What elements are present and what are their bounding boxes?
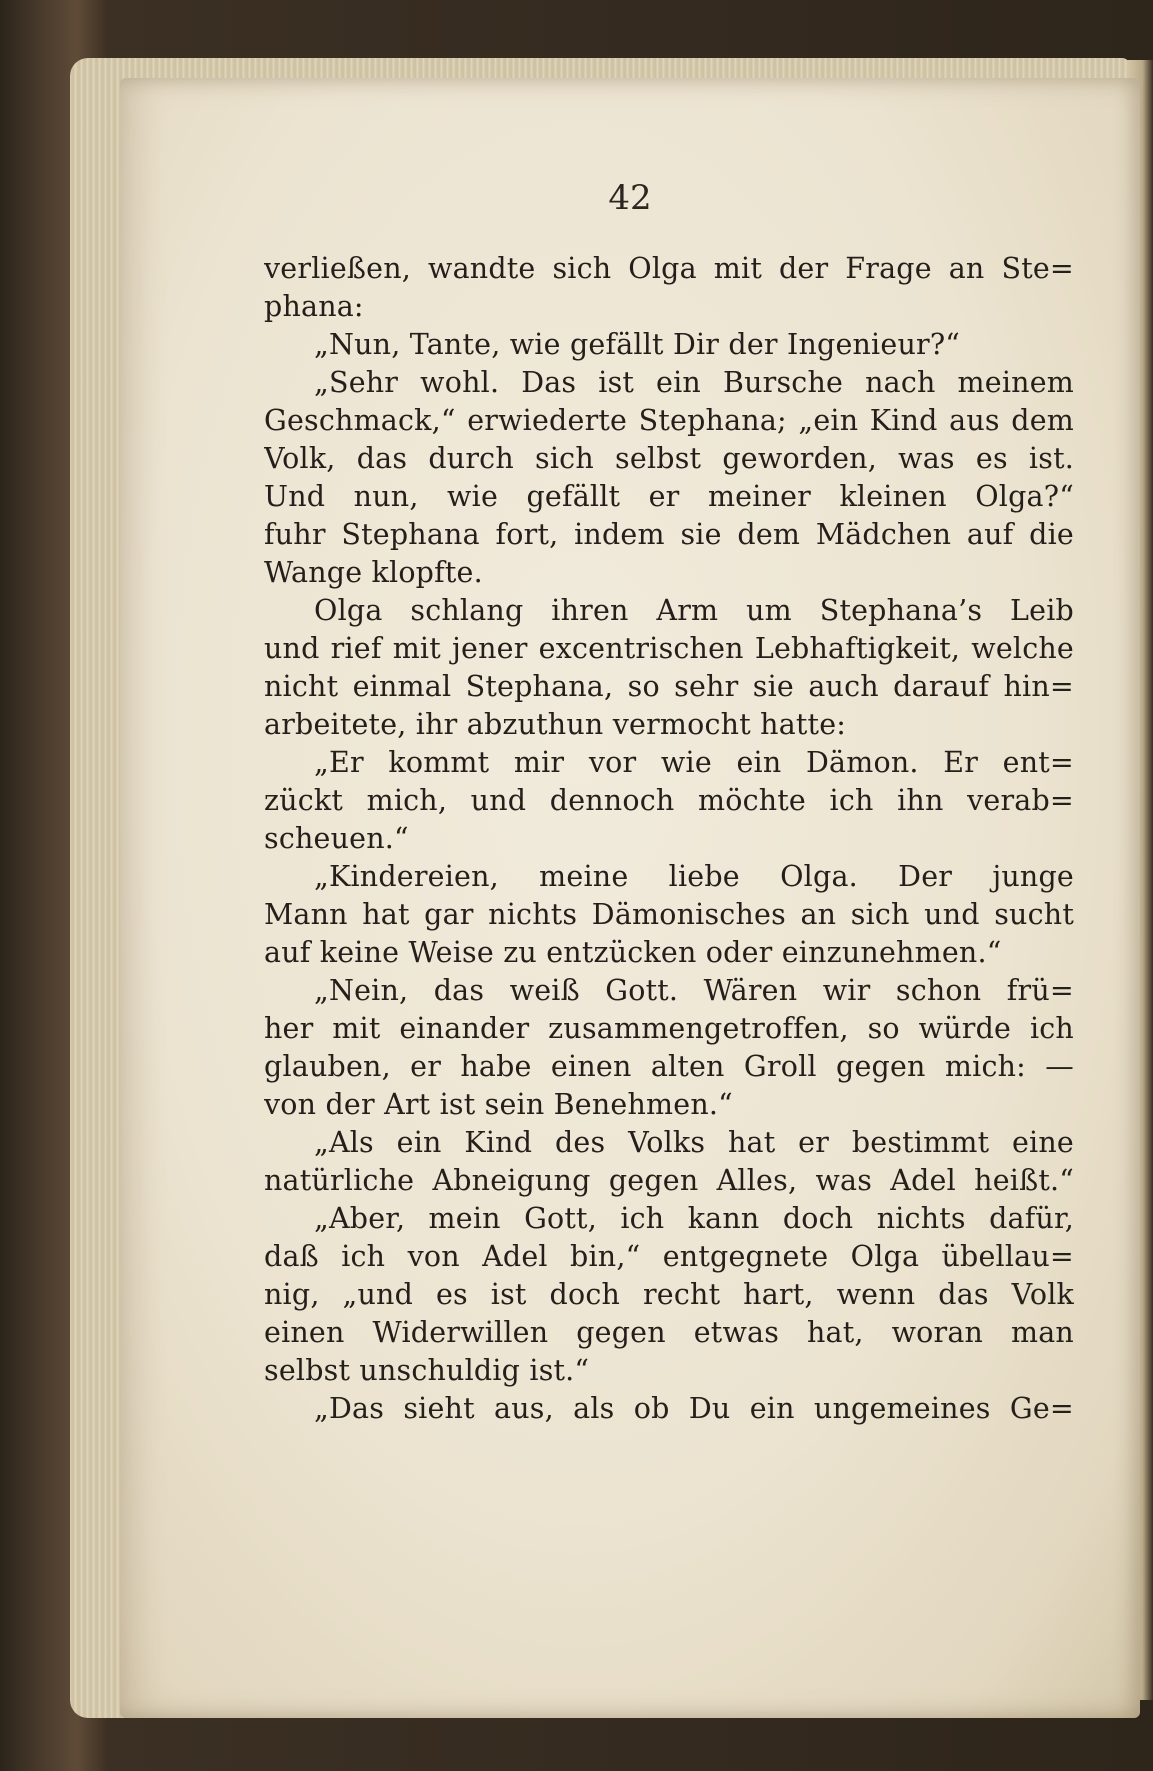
- text-line: selbst unschuldig ist.“: [264, 1354, 590, 1387]
- text-line: glauben, er habe einen alten Groll gegen mich: —: [264, 1050, 1074, 1083]
- text-line: auf keine Weise zu entzücken oder einzunehmen.“: [264, 936, 1002, 969]
- text-line: fuhr Stephana fort, indem sie dem Mädchen auf die: [264, 518, 1074, 551]
- text-line: nig, „und es ist doch recht hart, wenn das Volk: [264, 1278, 1074, 1311]
- text-line: von der Art ist sein Benehmen.“: [264, 1088, 733, 1121]
- text-line: Wange klopfte.: [264, 556, 483, 589]
- text-line: verließen, wandte sich Olga mit der Frage an Ste=: [264, 252, 1074, 285]
- text-line: arbeitete, ihr abzuthun vermocht hatte:: [264, 708, 847, 741]
- text-line: her mit einander zusammengetroffen, so würde ich: [264, 1012, 1074, 1045]
- book-page: [120, 78, 1140, 1718]
- text-line: Geschmack,“ erwiederte Stephana; „ein Kind aus dem: [264, 404, 1074, 437]
- text-line: scheuen.“: [264, 822, 409, 855]
- text-line: phana:: [264, 290, 364, 323]
- text-line: „Aber, mein Gott, ich kann doch nichts dafür,: [314, 1202, 1074, 1235]
- text-line: Olga schlang ihren Arm um Stephana’s Leib: [314, 594, 1074, 627]
- text-line: „Als ein Kind des Volks hat er bestimmt eine: [314, 1126, 1074, 1159]
- text-line: „Nein, das weiß Gott. Wären wir schon frü=: [314, 974, 1074, 1007]
- text-line: Volk, das durch sich selbst geworden, was es ist.: [264, 442, 1074, 475]
- text-line: natürliche Abneigung gegen Alles, was Adel heißt.“: [264, 1164, 1074, 1197]
- text-line: Und nun, wie gefällt er meiner kleinen Olga?“: [264, 480, 1074, 513]
- text-line: „Er kommt mir vor wie ein Dämon. Er ent=: [314, 746, 1074, 779]
- text-line: Mann hat gar nichts Dämonisches an sich und sucht: [264, 898, 1074, 931]
- page-number: 42: [608, 178, 652, 218]
- text-line: „Nun, Tante, wie gefällt Dir der Ingenieur?“: [314, 328, 961, 361]
- text-line: zückt mich, und dennoch möchte ich ihn verab=: [264, 784, 1074, 817]
- text-line: nicht einmal Stephana, so sehr sie auch darauf hin=: [264, 670, 1074, 703]
- body-text: [264, 250, 1074, 1428]
- text-line: daß ich von Adel bin,“ entgegnete Olga übellau=: [264, 1240, 1074, 1273]
- text-line: „Kindereien, meine liebe Olga. Der junge: [314, 860, 1074, 893]
- text-line: einen Widerwillen gegen etwas hat, woran man: [264, 1316, 1074, 1349]
- text-line: „Sehr wohl. Das ist ein Bursche nach meinem: [314, 366, 1074, 399]
- text-line: „Das sieht aus, als ob Du ein ungemeines Ge=: [314, 1392, 1074, 1425]
- text-line: und rief mit jener excentrischen Lebhaftigkeit, welche: [264, 632, 1074, 665]
